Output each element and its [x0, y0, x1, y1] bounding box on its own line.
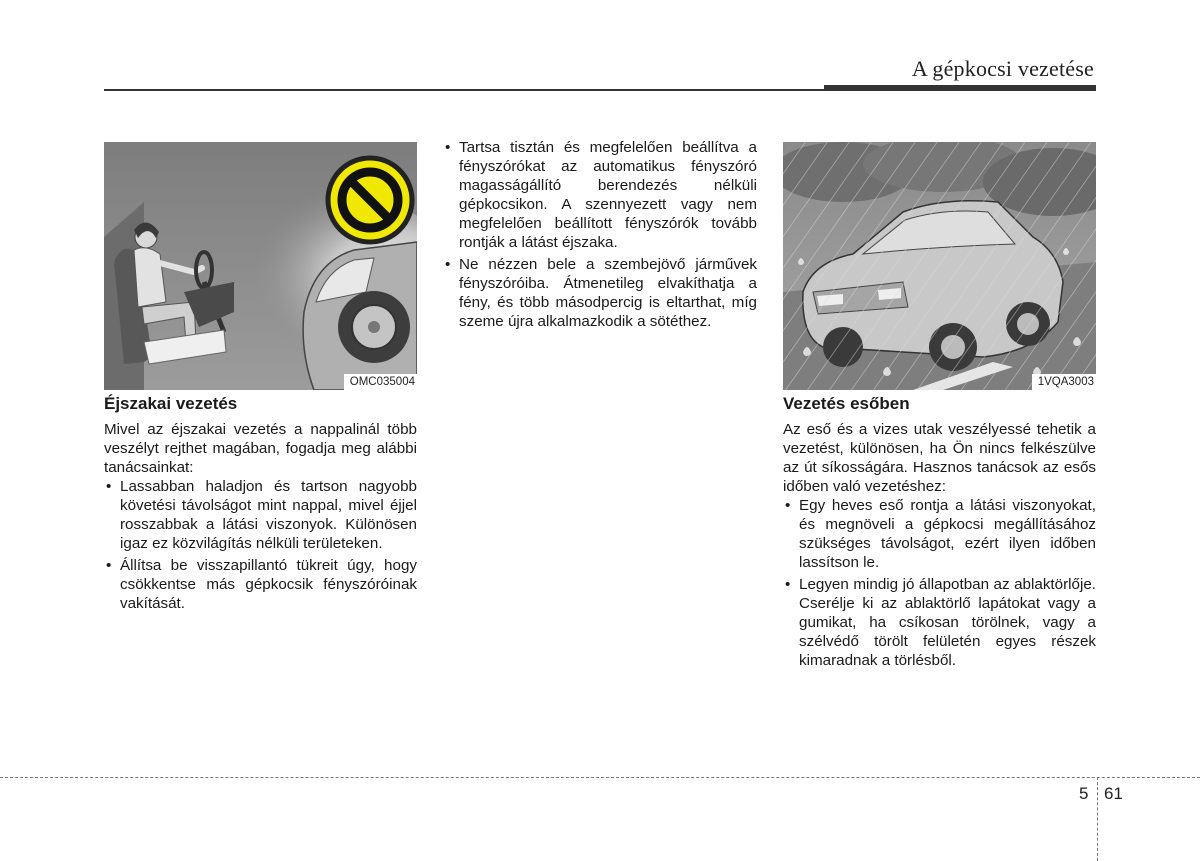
- section-intro: Az eső és a vizes utak veszélyessé tehetik a vezetést, különösen, ha Ön nincs felkészülve az út síkosságára. Hasznos tanácsok az esős időben való vezetéshez:: [783, 421, 1096, 495]
- list-item: • Legyen mindig jó állapotban az ablaktörlője. Cserélje ki az ablaktörlő lapátokat vagy a gumikat, ha csíkosan törölnek, vagy a szélvédő törölt felületén egyes részek kimaradnak a törlésből.: [783, 575, 1096, 670]
- rain-driving-section: [783, 394, 1096, 673]
- section-heading: Éjszakai vezetés: [104, 394, 238, 413]
- list-item: • Tartsa tisztán és megfelelően beállítva a fényszórókat az automatikus fényszóró magasságállító berendezés nélküli gépkocsikon. A szennyezett vagy nem megfelelően beállított fényszórók tovább rontják a látást éjszaka.: [443, 138, 757, 252]
- list-item: • Egy heves eső rontja a látási viszonyokat, és megnöveli a gépkocsi megállításához szükséges távolságot, ezért ilyen időben lassítson le.: [783, 496, 1096, 572]
- tips-list: [443, 138, 757, 331]
- header-rule-accent: [824, 85, 1096, 91]
- list-item: • Állítsa be visszapillantó tükreit úgy, hogy csökkentse más gépkocsik fényszóróinak vakítását.: [104, 556, 417, 613]
- no-entry-sign-icon: [328, 158, 412, 242]
- chapter-number: 5: [1079, 784, 1089, 803]
- figure-code: 1VQA3003: [1032, 374, 1096, 390]
- list-item: • Lassabban haladjon és tartson nagyobb követési távolságot mint nappal, mivel éjjel rosszabbak a látási viszonyok. Különösen igaz ez közvilágítás nélküli területeken.: [104, 477, 417, 553]
- rain-driving-illustration: [783, 142, 1096, 390]
- section-intro: Mivel az éjszakai vezetés a nappalinál több veszélyt rejthet magában, fogadja meg alábbi tanácsainkat:: [104, 421, 417, 476]
- tips-list: [783, 496, 1096, 670]
- page-number: 61: [1104, 784, 1123, 803]
- header-rule: [104, 89, 824, 91]
- footer-vertical-divider: [1097, 777, 1098, 861]
- footer-divider: [0, 777, 1200, 778]
- section-heading: Vezetés esőben: [783, 394, 910, 413]
- figure-code: OMC035004: [344, 374, 417, 390]
- night-driving-section-continued: [443, 138, 757, 334]
- night-driving-illustration: [104, 142, 417, 390]
- list-item: • Ne nézzen bele a szembejövő járművek fényszóróiba. Átmenetileg elvakíthatja a fény, és több másodpercig is eltarthat, míg szeme újra alkalmazkodik a sötéthez.: [443, 255, 757, 331]
- night-driving-drawing: [104, 142, 417, 390]
- rain-driving-drawing: [783, 142, 1096, 390]
- tips-list: [104, 477, 417, 613]
- night-driving-section: [104, 394, 417, 616]
- chapter-title: A gépkocsi vezetése: [911, 56, 1094, 81]
